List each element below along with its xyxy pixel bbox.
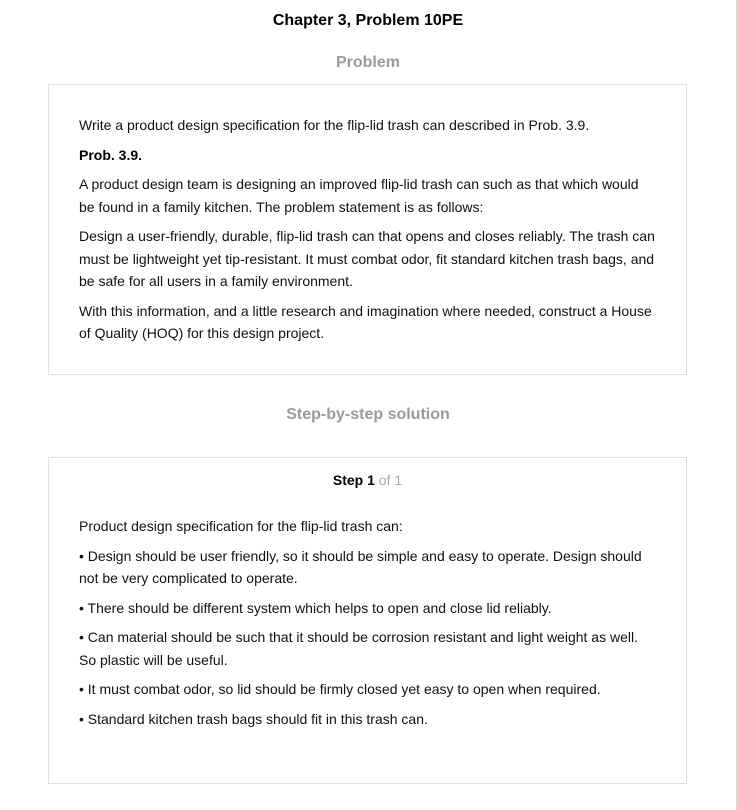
problem-instruction: Write a product design specification for the flip-lid trash can described in Prob. 3.9. xyxy=(79,117,590,133)
page-title: Chapter 3, Problem 10PE xyxy=(272,12,464,29)
problem-card xyxy=(48,84,687,375)
solution-card xyxy=(48,457,687,784)
solution-intro: Product design specification for the flip-lid trash can: xyxy=(79,518,403,534)
solution-bullet: • Standard kitchen trash bags should fit in this trash can. xyxy=(79,710,428,727)
problem-task: With this information, and a little research and imagination where needed, construct a House of Quality (HOQ) for this design project. xyxy=(79,302,652,341)
solution-bullet: • Can material should be such that it should be corrosion resistant and light weight as well. So plastic will be useful. xyxy=(79,629,638,668)
problem-heading: Problem xyxy=(335,54,400,71)
solution-bullet: • Design should be user friendly, so it should be simple and easy to operate. Design should not be very complicated to operate. xyxy=(79,547,642,586)
problem-context: A product design team is designing an improved flip-lid trash can such as that which would be found in a family kitchen. The problem statement is as follows: xyxy=(79,176,639,215)
step-indicator xyxy=(79,471,656,489)
problem-statement: Design a user-friendly, durable, flip-lid trash can that opens and closes reliably. The trash can must be lightweight yet tip-resistant. It must combat odor, fit standard kitchen trash bags, and be safe for all users in a family environment. xyxy=(79,228,655,289)
problem-reference-label: Prob. 3.9. xyxy=(79,146,143,163)
step-label: Step xyxy=(332,472,364,488)
solution-heading: Step-by-step solution xyxy=(286,406,450,423)
solution-bullet: • There should be different system which helps to open and close lid reliably. xyxy=(79,599,552,616)
step-current-number: 1 xyxy=(367,472,375,488)
solution-bullet: • It must combat odor, so lid should be firmly closed yet easy to open when required. xyxy=(79,681,601,697)
step-total: of 1 xyxy=(378,472,403,488)
